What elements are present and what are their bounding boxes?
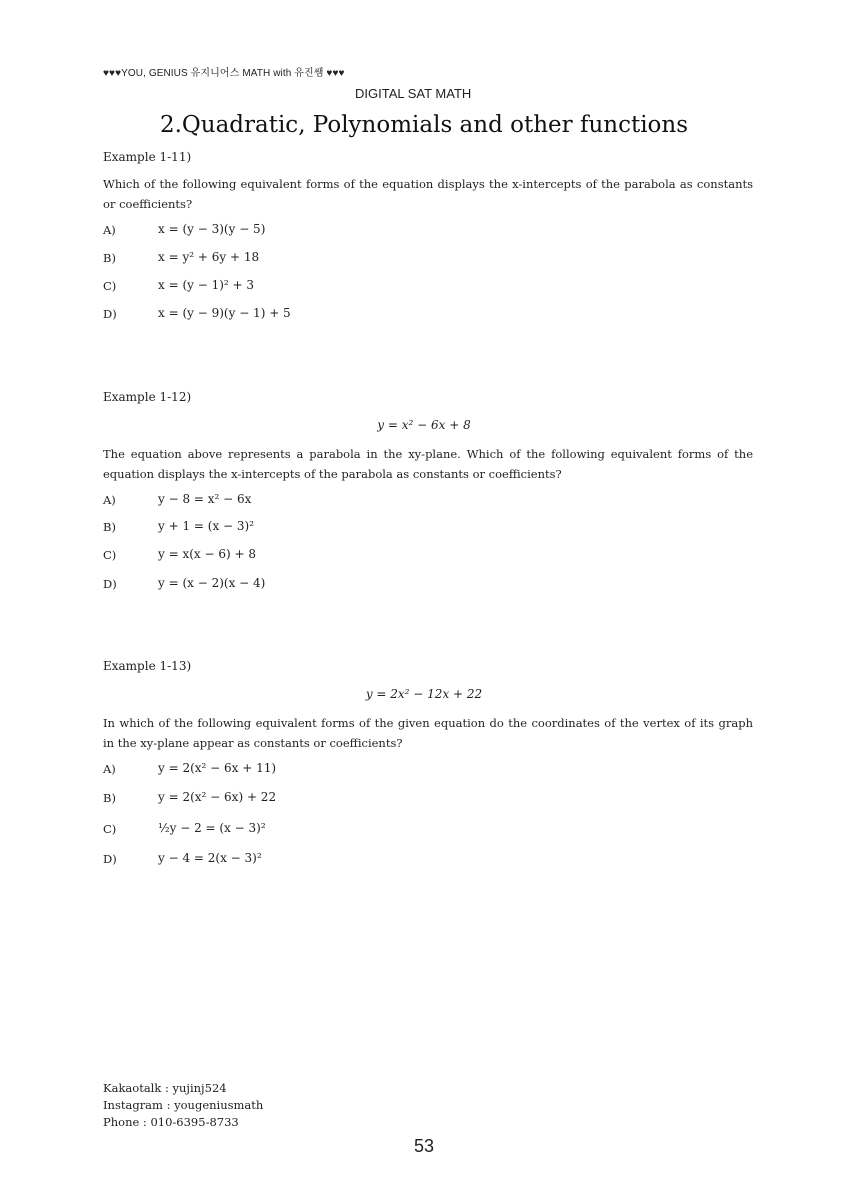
option-text: ½y − 2 = (x − 3)² <box>158 821 266 835</box>
option-letter: D) <box>103 577 117 591</box>
brand-line: ♥♥♥YOU, GENIUS 유지니어스 MATH with 유진쌤 ♥♥♥ <box>103 68 345 79</box>
option-text: x = y² + 6y + 18 <box>158 250 260 264</box>
example-label: Example 1-12) <box>103 390 192 404</box>
option-text: x = (y − 1)² + 3 <box>158 278 255 292</box>
example-label: Example 1-13) <box>103 659 192 673</box>
option-letter: B) <box>103 520 116 534</box>
option-text: x = (y − 9)(y − 1) + 5 <box>158 306 291 320</box>
chapter-title: 2.Quadratic, Polynomials and other functions <box>159 112 689 138</box>
question-text: In which of the following equivalent forms of the given equation do the coordinates of the vertex of its graph in the xy-plane appear as constants or coefficients? <box>103 716 753 750</box>
option-letter: A) <box>103 223 116 237</box>
option-text: y + 1 = (x − 3)² <box>158 519 255 533</box>
option-text: x = (y − 3)(y − 5) <box>158 222 266 236</box>
given-equation: y = x² − 6x + 8 <box>377 418 471 432</box>
option-letter: D) <box>103 307 117 321</box>
contact-instagram: Instagram : yougeniusmath <box>103 1098 264 1112</box>
option-text: y = x(x − 6) + 8 <box>158 547 256 561</box>
option-letter: C) <box>103 548 117 562</box>
option-letter: A) <box>103 493 116 507</box>
option-text: y − 8 = x² − 6x <box>158 492 252 506</box>
option-text: y − 4 = 2(x − 3)² <box>158 851 262 865</box>
option-text: y = (x − 2)(x − 4) <box>158 576 266 590</box>
option-letter: A) <box>103 762 116 776</box>
option-letter: B) <box>103 251 116 265</box>
option-letter: D) <box>103 852 117 866</box>
contact-phone: Phone : 010-6395-8733 <box>103 1115 239 1129</box>
question-text: Which of the following equivalent forms of the equation displays the x-intercepts of the parabola as constants or coefficients? <box>103 177 753 211</box>
option-text: y = 2(x² − 6x) + 22 <box>158 790 277 804</box>
option-letter: B) <box>103 791 116 805</box>
given-equation: y = 2x² − 12x + 22 <box>365 687 483 701</box>
subject-heading: DIGITAL SAT MATH <box>355 86 472 101</box>
page-number: 53 <box>413 1136 435 1156</box>
question-text: The equation above represents a parabola in the xy-plane. Which of the following equivalent forms of the equation displays the x-intercepts of the parabola as constants or coefficients? <box>103 447 753 481</box>
example-label: Example 1-11) <box>103 150 192 164</box>
option-text: y = 2(x² − 6x + 11) <box>158 761 277 775</box>
option-letter: C) <box>103 279 117 293</box>
contact-kakaotalk: Kakaotalk : yujinj524 <box>103 1081 227 1095</box>
option-letter: C) <box>103 822 117 836</box>
